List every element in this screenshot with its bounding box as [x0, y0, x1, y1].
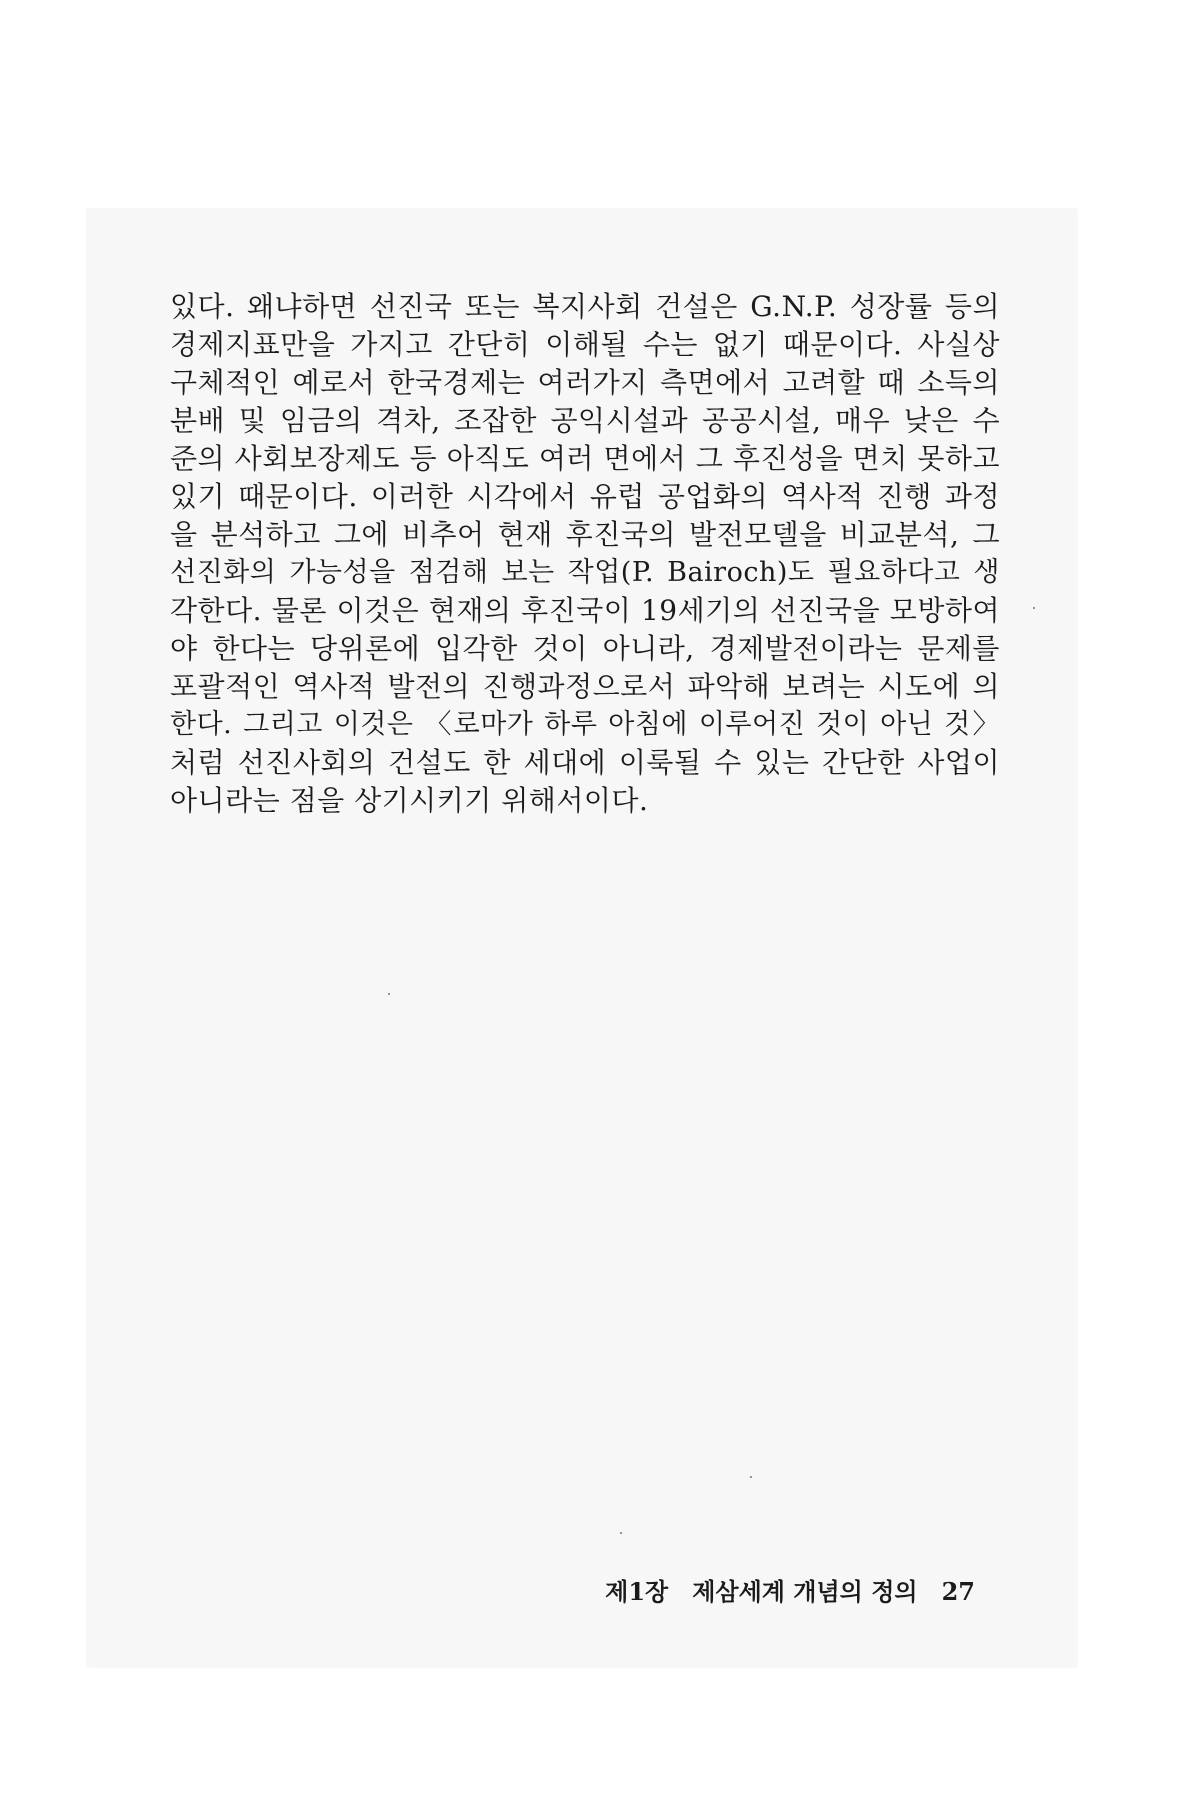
scan-speck: [1033, 607, 1035, 609]
scan-speck: [750, 1476, 752, 1478]
text-line: 선진화의 가능성을 점검해 보는 작업(P. Bairoch)도 필요하다고 생: [170, 557, 1000, 588]
text-line: 야 한다는 당위론에 입각한 것이 아니라, 경제발전이라는 문제를: [170, 632, 1000, 665]
text-line: 있기 때문이다. 이러한 시각에서 유럽 공업화의 역사적 진행 과정: [170, 480, 1000, 513]
text-line: 을 분석하고 그에 비추어 현재 후진국의 발전모델을 비교분석, 그: [170, 518, 1000, 551]
scan-speck: [388, 993, 390, 995]
body-paragraph: [170, 288, 1000, 820]
text-line: 준의 사회보장제도 등 아직도 여러 면에서 그 후진성을 면치 못하고: [170, 442, 1000, 475]
text-line: 분배 및 임금의 격차, 조잡한 공익시설과 공공시설, 매우 낮은 수: [170, 404, 1000, 437]
running-footer: [600, 1572, 975, 1607]
text-line: 구체적인 예로서 한국경제는 여러가지 측면에서 고려할 때 소득의: [170, 366, 1000, 399]
text-line: 처럼 선진사회의 건설도 한 세대에 이룩될 수 있는 간단한 사업이: [170, 746, 1000, 779]
text-line: 경제지표만을 가지고 간단히 이해될 수는 없기 때문이다. 사실상: [170, 328, 1000, 361]
text-line: 각한다. 물론 이것은 현재의 후진국이 19세기의 선진국을 모방하여: [170, 594, 1000, 627]
text-line: 아니라는 점을 상기시키기 위해서이다.: [170, 784, 649, 817]
footer-chapter-title: 제삼세계 개념의 정의: [692, 1577, 918, 1606]
text-line: 한다. 그리고 이것은 〈로마가 하루 아침에 이루어진 것이 아닌 것〉: [170, 709, 1000, 740]
text-line: 있다. 왜냐하면 선진국 또는 복지사회 건설은 G.N.P. 성장률 등의: [170, 290, 1000, 323]
scan-speck: [620, 1532, 622, 1534]
text-line: 포괄적인 역사적 발전의 진행과정으로서 파악해 보려는 시도에 의: [170, 670, 1000, 703]
footer-chapter: 제1장: [605, 1577, 669, 1606]
page-number: 27: [941, 1577, 975, 1606]
